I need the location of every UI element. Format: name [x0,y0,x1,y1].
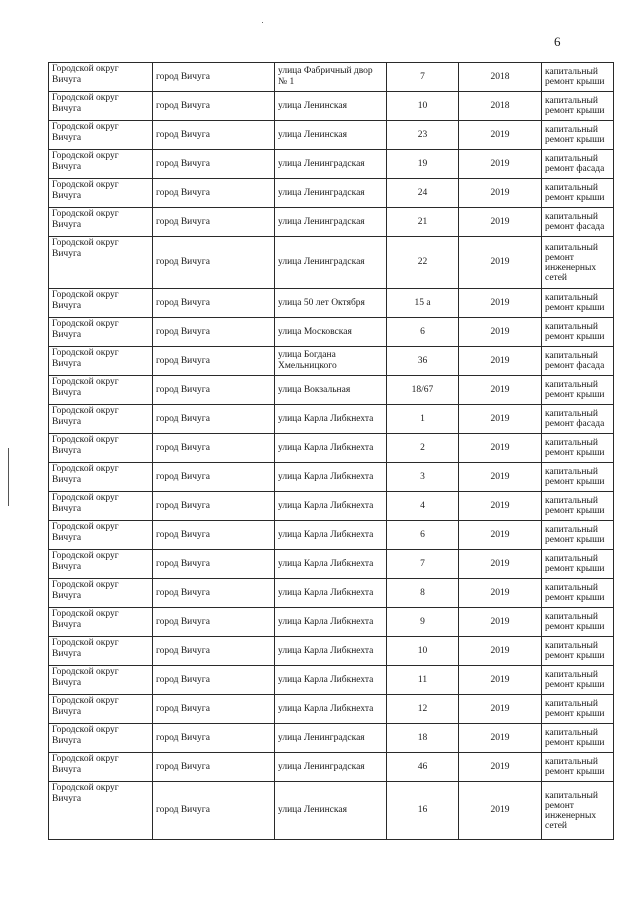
district-cell: Городской округ Вичуга [49,405,153,434]
street-cell: улица Карла Либкнехта [275,608,387,637]
city-cell: город Вичуга [153,550,275,579]
work-type-cell: капитальный ремонт инженерных сетей [542,237,614,289]
work-type-cell: капитальный ремонт крыши [542,521,614,550]
city-cell: город Вичуга [153,637,275,666]
year-cell: 2019 [459,347,542,376]
table-row [49,608,614,637]
year-cell: 2019 [459,579,542,608]
house-number-cell: 7 [387,550,459,579]
district-cell: Городской округ Вичуга [49,550,153,579]
district-cell: Городской округ Вичуга [49,237,153,289]
house-number-cell: 3 [387,463,459,492]
work-type-cell: капитальный ремонт крыши [542,92,614,121]
table-row [49,724,614,753]
registry-table-body [49,63,614,840]
work-type-cell: капитальный ремонт крыши [542,753,614,782]
city-cell: город Вичуга [153,579,275,608]
table-row [49,637,614,666]
year-cell: 2019 [459,289,542,318]
work-type-cell: капитальный ремонт крыши [542,318,614,347]
year-cell: 2019 [459,521,542,550]
house-number-cell: 1 [387,405,459,434]
district-cell: Городской округ Вичуга [49,666,153,695]
street-cell: улица Карла Либкнехта [275,521,387,550]
table-row [49,237,614,289]
house-number-cell: 21 [387,208,459,237]
street-cell: улица Карла Либкнехта [275,405,387,434]
street-cell: улица Карла Либкнехта [275,637,387,666]
work-type-cell: капитальный ремонт крыши [542,492,614,521]
city-cell: город Вичуга [153,782,275,840]
year-cell: 2019 [459,550,542,579]
street-cell: улица Ленинская [275,92,387,121]
district-cell: Городской округ Вичуга [49,724,153,753]
year-cell: 2019 [459,405,542,434]
district-cell: Городской округ Вичуга [49,521,153,550]
district-cell: Городской округ Вичуга [49,695,153,724]
house-number-cell: 46 [387,753,459,782]
work-type-cell: капитальный ремонт крыши [542,666,614,695]
work-type-cell: капитальный ремонт крыши [542,376,614,405]
street-cell: улица Ленинградская [275,724,387,753]
work-type-cell: капитальный ремонт крыши [542,724,614,753]
city-cell: город Вичуга [153,434,275,463]
year-cell: 2019 [459,695,542,724]
scan-dot [262,22,263,23]
district-cell: Городской округ Вичуга [49,318,153,347]
district-cell: Городской округ Вичуга [49,208,153,237]
year-cell: 2019 [459,724,542,753]
year-cell: 2019 [459,208,542,237]
work-type-cell: капитальный ремонт фасада [542,150,614,179]
table-row [49,347,614,376]
year-cell: 2019 [459,376,542,405]
house-number-cell: 6 [387,318,459,347]
scan-margin-mark [8,448,9,506]
street-cell: улица Ленинградская [275,179,387,208]
year-cell: 2019 [459,463,542,492]
table-row [49,179,614,208]
city-cell: город Вичуга [153,179,275,208]
house-number-cell: 19 [387,150,459,179]
street-cell: улица Карла Либкнехта [275,579,387,608]
work-type-cell: капитальный ремонт крыши [542,434,614,463]
city-cell: город Вичуга [153,695,275,724]
city-cell: город Вичуга [153,208,275,237]
year-cell: 2019 [459,150,542,179]
work-type-cell: капитальный ремонт фасада [542,405,614,434]
city-cell: город Вичуга [153,463,275,492]
street-cell: улица Карла Либкнехта [275,434,387,463]
street-cell: улица Ленинская [275,782,387,840]
district-cell: Городской округ Вичуга [49,608,153,637]
house-number-cell: 11 [387,666,459,695]
city-cell: город Вичуга [153,521,275,550]
house-number-cell: 10 [387,637,459,666]
table-row [49,492,614,521]
city-cell: город Вичуга [153,63,275,92]
house-number-cell: 6 [387,521,459,550]
city-cell: город Вичуга [153,150,275,179]
city-cell: город Вичуга [153,376,275,405]
district-cell: Городской округ Вичуга [49,492,153,521]
table-row [49,550,614,579]
street-cell: улица Фабричный двор № 1 [275,63,387,92]
district-cell: Городской округ Вичуга [49,347,153,376]
work-type-cell: капитальный ремонт крыши [542,63,614,92]
table-row [49,150,614,179]
house-number-cell: 12 [387,695,459,724]
street-cell: улица Ленинградская [275,208,387,237]
year-cell: 2019 [459,237,542,289]
house-number-cell: 23 [387,121,459,150]
street-cell: улица Вокзальная [275,376,387,405]
city-cell: город Вичуга [153,289,275,318]
house-number-cell: 9 [387,608,459,637]
year-cell: 2019 [459,753,542,782]
district-cell: Городской округ Вичуга [49,463,153,492]
work-type-cell: капитальный ремонт крыши [542,121,614,150]
table-row [49,63,614,92]
table-row [49,434,614,463]
city-cell: город Вичуга [153,92,275,121]
year-cell: 2019 [459,318,542,347]
street-cell: улица Карла Либкнехта [275,695,387,724]
year-cell: 2019 [459,179,542,208]
city-cell: город Вичуга [153,121,275,150]
house-number-cell: 10 [387,92,459,121]
year-cell: 2019 [459,492,542,521]
year-cell: 2018 [459,63,542,92]
street-cell: улица Московская [275,318,387,347]
table-row [49,208,614,237]
district-cell: Городской округ Вичуга [49,121,153,150]
district-cell: Городской округ Вичуга [49,63,153,92]
street-cell: улица Карла Либкнехта [275,492,387,521]
district-cell: Городской округ Вичуга [49,637,153,666]
work-type-cell: капитальный ремонт крыши [542,463,614,492]
table-row [49,376,614,405]
house-number-cell: 22 [387,237,459,289]
district-cell: Городской округ Вичуга [49,376,153,405]
table-row [49,463,614,492]
table-row [49,579,614,608]
district-cell: Городской округ Вичуга [49,92,153,121]
street-cell: улица Карла Либкнехта [275,463,387,492]
district-cell: Городской округ Вичуга [49,753,153,782]
work-type-cell: капитальный ремонт фасада [542,208,614,237]
street-cell: улица Богдана Хмельницкого [275,347,387,376]
work-type-cell: капитальный ремонт фасада [542,347,614,376]
house-number-cell: 24 [387,179,459,208]
house-number-cell: 18 [387,724,459,753]
table-row [49,753,614,782]
year-cell: 2019 [459,782,542,840]
district-cell: Городской округ Вичуга [49,289,153,318]
city-cell: город Вичуга [153,347,275,376]
year-cell: 2019 [459,637,542,666]
district-cell: Городской округ Вичуга [49,579,153,608]
work-type-cell: капитальный ремонт крыши [542,289,614,318]
work-type-cell: капитальный ремонт крыши [542,695,614,724]
city-cell: город Вичуга [153,608,275,637]
city-cell: город Вичуга [153,318,275,347]
city-cell: город Вичуга [153,405,275,434]
table-row [49,782,614,840]
house-number-cell: 7 [387,63,459,92]
city-cell: город Вичуга [153,753,275,782]
street-cell: улица Ленинская [275,121,387,150]
street-cell: улица Карла Либкнехта [275,666,387,695]
year-cell: 2019 [459,121,542,150]
house-number-cell: 18/67 [387,376,459,405]
table-row [49,121,614,150]
table-row [49,666,614,695]
work-type-cell: капитальный ремонт крыши [542,608,614,637]
house-number-cell: 15 а [387,289,459,318]
street-cell: улица Ленинградская [275,753,387,782]
city-cell: город Вичуга [153,724,275,753]
district-cell: Городской округ Вичуга [49,434,153,463]
street-cell: улица 50 лет Октября [275,289,387,318]
year-cell: 2019 [459,434,542,463]
year-cell: 2019 [459,666,542,695]
house-number-cell: 16 [387,782,459,840]
district-cell: Городской округ Вичуга [49,179,153,208]
city-cell: город Вичуга [153,492,275,521]
house-number-cell: 4 [387,492,459,521]
district-cell: Городской округ Вичуга [49,782,153,840]
street-cell: улица Ленинградская [275,150,387,179]
work-type-cell: капитальный ремонт крыши [542,179,614,208]
work-type-cell: капитальный ремонт крыши [542,637,614,666]
house-number-cell: 8 [387,579,459,608]
city-cell: город Вичуга [153,666,275,695]
year-cell: 2018 [459,92,542,121]
page-number: 6 [554,34,561,49]
street-cell: улица Ленинградская [275,237,387,289]
table-row [49,318,614,347]
house-number-cell: 36 [387,347,459,376]
house-number-cell: 2 [387,434,459,463]
registry-table [48,62,614,840]
table-row [49,695,614,724]
work-type-cell: капитальный ремонт инженерных сетей [542,782,614,840]
street-cell: улица Карла Либкнехта [275,550,387,579]
city-cell: город Вичуга [153,237,275,289]
table-row [49,521,614,550]
work-type-cell: капитальный ремонт крыши [542,550,614,579]
district-cell: Городской округ Вичуга [49,150,153,179]
table-row [49,289,614,318]
table-row [49,405,614,434]
work-type-cell: капитальный ремонт крыши [542,579,614,608]
year-cell: 2019 [459,608,542,637]
table-row [49,92,614,121]
